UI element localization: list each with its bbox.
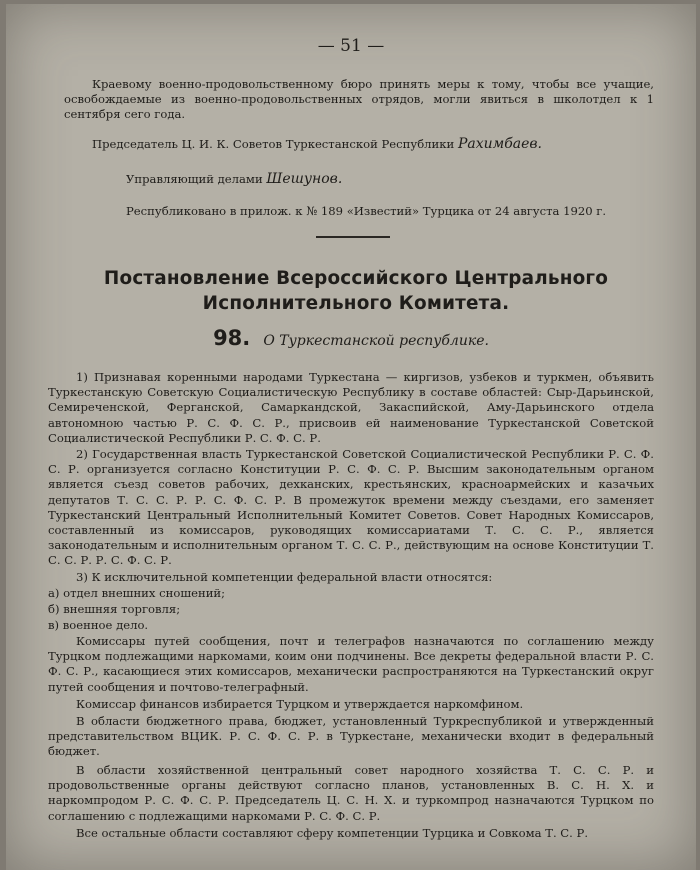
document-page	[6, 4, 696, 870]
paragraph-5: Комиссар финансов избирается Турцком и утверждается наркомфином.	[76, 697, 524, 711]
page-number: — 51 —	[317, 36, 385, 56]
decree-line	[6, 326, 696, 350]
manager-signature	[126, 172, 656, 187]
list-item-a: а) отдел внешних сношений;	[48, 586, 226, 600]
chairman-title: Председатель Ц. И. К. Советов Туркестанской Республики	[92, 137, 455, 151]
chairman-name: Рахимбаев.	[457, 136, 542, 152]
list-item-b: б) внешняя торговля;	[48, 602, 181, 616]
decree-heading: Постановление Всероссийского Центрального Исполнительного Комитета.	[103, 268, 609, 314]
paragraph-2: 2) Государственная власть Туркестанской Советской Социалистической Республики Р. С. Ф. С. Р. организуется согласно Конституции Р. С. Ф. С. Р. Высшим законодательным органом является съезд советов рабочих, дехканских, крестьянских, красноармейских и казачьих депутатов Т. С. С. Р. Р. С. Ф. С. Р. В промежуток времени между съездами, его заменяет Туркестанский Центральный Исполнительный Комитет Советов. Совет Народных Комиссаров, составленный из комиссаров, руководящих комиссариатами Т. С. С. Р., является законодательным и исполнительным органом Т. С. С. Р., действующим на основе Конституции Т. С. С. Р. Р. С. Ф. С. Р.	[48, 447, 654, 568]
paragraph-3: 3) К исключительной компетенции федеральной власти относятся:	[76, 570, 493, 584]
manager-name: Шешунов.	[266, 171, 343, 187]
paragraph-7: В области хозяйственной центральный совет народного хозяйства Т. С. С. Р. и продовольственные органы действуют согласно планов, установленных В. С. Н. Х. и наркомпродом Р. С. Ф. С. Р. Председатель Ц. С. Н. Х. и туркомпрод назначаются Турцком по соглашению с подлежащими наркомами Р. С. Ф. С. Р.	[48, 763, 654, 823]
chairman-signature	[92, 137, 652, 152]
paragraph-1: 1) Признавая коренными народами Туркестана — киргизов, узбеков и туркмен, объявить Туркестанскую Советскую Социалистическую Республику в составе областей: Сыр-Дарьинской, Семиреченской, Ферганской, Самаркандской, Закаспийской, Аму-Дарьинского отдела автономною частью Р. С. Ф. С. Р., присвоив ей наименование Туркестанской Советской Социалистической Республики Р. С. Ф. С. Р.	[48, 370, 654, 445]
section-divider	[316, 236, 390, 238]
decree-title: О Туркестанской республике.	[263, 333, 489, 349]
manager-title: Управляющий делами	[126, 172, 263, 186]
paragraph-4: Комиссары путей сообщения, почт и телеграфов назначаются по соглашению между Турцком подлежащими наркомами, коим они подчинены. Все декреты федеральной власти Р. С. Ф. С. Р., касающиеся этих комиссаров, механически распространяются на Туркестанский округ путей сообщения и почтово-телеграфный.	[48, 634, 654, 694]
closing-paragraph: Краевому военно-продовольственному бюро принять меры к тому, чтобы все учащие, освобождаемые из военно-продовольственных отрядов, могли явиться в школотдел к 1 сентября сего года.	[64, 77, 654, 122]
paragraph-6: В области бюджетного права, бюджет, установленный Туркреспубликой и утвержденный представительством ВЦИК. Р. С. Ф. С. Р. в Туркестане, механически входит в федеральный бюджет.	[48, 714, 654, 759]
decree-number: 98.	[213, 326, 251, 350]
publication-note: Республиковано в прилож. к № 189 «Известий» Турцика от 24 августа 1920 г.	[126, 204, 607, 218]
list-item-c: в) военное дело.	[48, 618, 149, 632]
paragraph-8: Все остальные области составляют сферу компетенции Турцика и Совкома Т. С. Р.	[76, 826, 589, 840]
